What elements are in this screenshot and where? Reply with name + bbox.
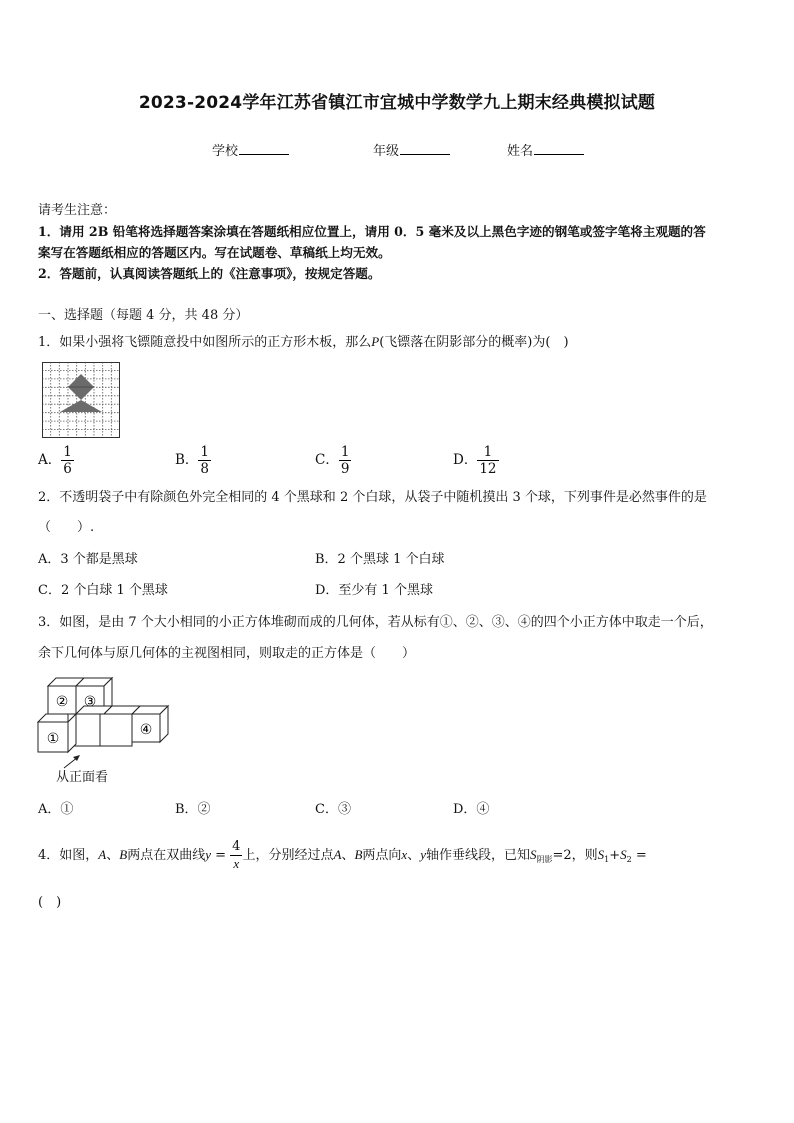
- q1-option-c[interactable]: [315, 444, 351, 477]
- question-3-line-1: 3．如图，是由 7 个大小相同的小正方体堆砌而成的几何体，若从标有①、②、③、④的四个小正方体中取走一个后，: [38, 615, 713, 630]
- fraction: [61, 444, 74, 477]
- q4-text-6: =2，则: [552, 848, 598, 863]
- numerator: 1: [63, 444, 72, 460]
- q3-option-c[interactable]: C．③: [315, 802, 351, 817]
- q1-text-before: 1．如果小强将飞镖随意投中如图所示的正方形木板，那么: [38, 335, 372, 350]
- school-blank[interactable]: [239, 140, 289, 155]
- q4-text-1: 4．如图，: [38, 848, 99, 863]
- q2-option-b[interactable]: B．2 个黑球 1 个白球: [315, 552, 445, 567]
- numerator: 1: [340, 444, 350, 460]
- page-title: 2023-2024学年江苏省镇江市宜城中学数学九上期末经典模拟试题: [138, 93, 656, 113]
- section-heading: 一、选择题（每题 4 分，共 48 分）: [38, 308, 249, 323]
- q4-sep-3: 、: [407, 848, 421, 863]
- view-label: 从正面看: [56, 770, 109, 785]
- q4-text-5: 轴作垂线段，已知: [425, 848, 530, 863]
- cube-label-4: ④: [139, 722, 153, 738]
- option-letter: C．: [315, 452, 339, 468]
- question-2-line-1: 2．不透明袋子中有除颜色外完全相同的 4 个黑球和 2 个白球，从袋子中随机摸出 3 个球，下列事件是必然事件的是: [38, 490, 707, 505]
- school-label: 学校: [212, 144, 239, 159]
- q4-equals: =: [211, 848, 231, 863]
- numerator: 1: [477, 444, 498, 461]
- q4-sub-2: 2: [626, 855, 632, 864]
- q4-point-b-2: B: [354, 847, 363, 862]
- q4-s1: S: [597, 847, 605, 862]
- grade-field: [373, 140, 450, 159]
- q4-y-axis: y: [420, 847, 426, 862]
- numerator: 4: [232, 839, 241, 854]
- school-field: [212, 140, 289, 159]
- question-2-line-2: （ ）.: [38, 520, 95, 535]
- q3-option-a[interactable]: A．①: [38, 802, 74, 817]
- q2-option-d[interactable]: D．至少有 1 个黑球: [315, 583, 433, 598]
- q2-option-a[interactable]: A．3 个都是黑球: [38, 552, 138, 567]
- notice-item-1-line-1: 1．请用 2B 铅笔将选择题答案涂填在答题纸相应位置上，请用 0．5 毫米及以上黑色字迹的钢笔或签字笔将主观题的答: [38, 224, 706, 239]
- grade-blank[interactable]: [400, 140, 450, 155]
- q1-option-b[interactable]: [175, 444, 211, 477]
- q4-text-4: 两点向: [362, 848, 402, 863]
- q1-p-symbol: P: [371, 334, 380, 349]
- q4-shadow-sub: 阴影: [536, 855, 553, 864]
- q4-plus: +: [609, 848, 621, 863]
- shaded-triangle: [60, 400, 102, 412]
- q4-answer-paren: ( ): [38, 895, 62, 910]
- cube-label-2: ②: [55, 694, 69, 710]
- q4-sep-2: 、: [341, 848, 355, 863]
- question-3-line-2: 余下几何体与原几何体的主视图相同，则取走的正方体是（ ）: [38, 646, 416, 661]
- notice-item-2: 2．答题前，认真阅读答题纸上的《注意事项》，按规定答题。: [38, 266, 381, 281]
- cube-label-1: ①: [46, 731, 60, 747]
- q4-x-axis: x: [401, 847, 408, 862]
- q4-point-b: B: [119, 847, 128, 862]
- grade-label: 年级: [373, 144, 400, 159]
- q4-point-a: A: [98, 847, 107, 862]
- q4-sep: 、: [106, 848, 120, 863]
- notice-heading: 请考生注意：: [38, 203, 117, 218]
- q4-fraction: [230, 839, 242, 872]
- fraction: [198, 444, 211, 477]
- q4-sub-1: 1: [604, 855, 610, 864]
- cube-stack-figure: [36, 676, 176, 756]
- q4-s2: S: [620, 847, 627, 862]
- q4-text-7: =: [631, 848, 647, 863]
- name-field: [507, 140, 584, 159]
- name-label: 姓名: [507, 144, 534, 159]
- notice-item-1-line-2: 案写在答题纸相应的答题区内。写在试题卷、草稿纸上均无效。: [38, 245, 391, 260]
- option-letter: B．: [175, 452, 199, 468]
- cube-label-3: ③: [83, 694, 97, 710]
- q3-option-d[interactable]: D．④: [453, 802, 490, 817]
- question-1-stem: [38, 332, 569, 353]
- denominator: 8: [200, 461, 210, 477]
- option-letter: D．: [453, 452, 478, 468]
- denominator: 6: [63, 461, 72, 477]
- q2-option-c[interactable]: C．2 个白球 1 个黑球: [38, 583, 168, 598]
- question-4-stem: [38, 836, 647, 879]
- dartboard-figure: [42, 362, 120, 438]
- q4-text-3: 上，分别经过点: [242, 848, 334, 863]
- q4-y: y: [205, 847, 211, 862]
- option-letter: A．: [38, 452, 62, 468]
- numerator: 1: [200, 444, 210, 460]
- q1-option-a[interactable]: [38, 444, 74, 477]
- q1-text-after: (飞镖落在阴影部分的概率)为( ): [379, 335, 569, 350]
- denominator: 12: [479, 461, 497, 477]
- q4-text-2: 两点在双曲线: [127, 848, 206, 863]
- q4-s-shadow: S: [530, 847, 537, 862]
- denominator: x: [233, 856, 240, 871]
- q4-point-a-2: A: [333, 847, 342, 862]
- q3-option-b[interactable]: B．②: [175, 802, 211, 817]
- fraction: [477, 444, 498, 477]
- denominator: 9: [340, 461, 350, 477]
- cube-mid-2-front: [100, 714, 132, 746]
- name-blank[interactable]: [534, 140, 584, 155]
- fraction: [339, 444, 352, 477]
- q1-option-d[interactable]: [453, 444, 499, 477]
